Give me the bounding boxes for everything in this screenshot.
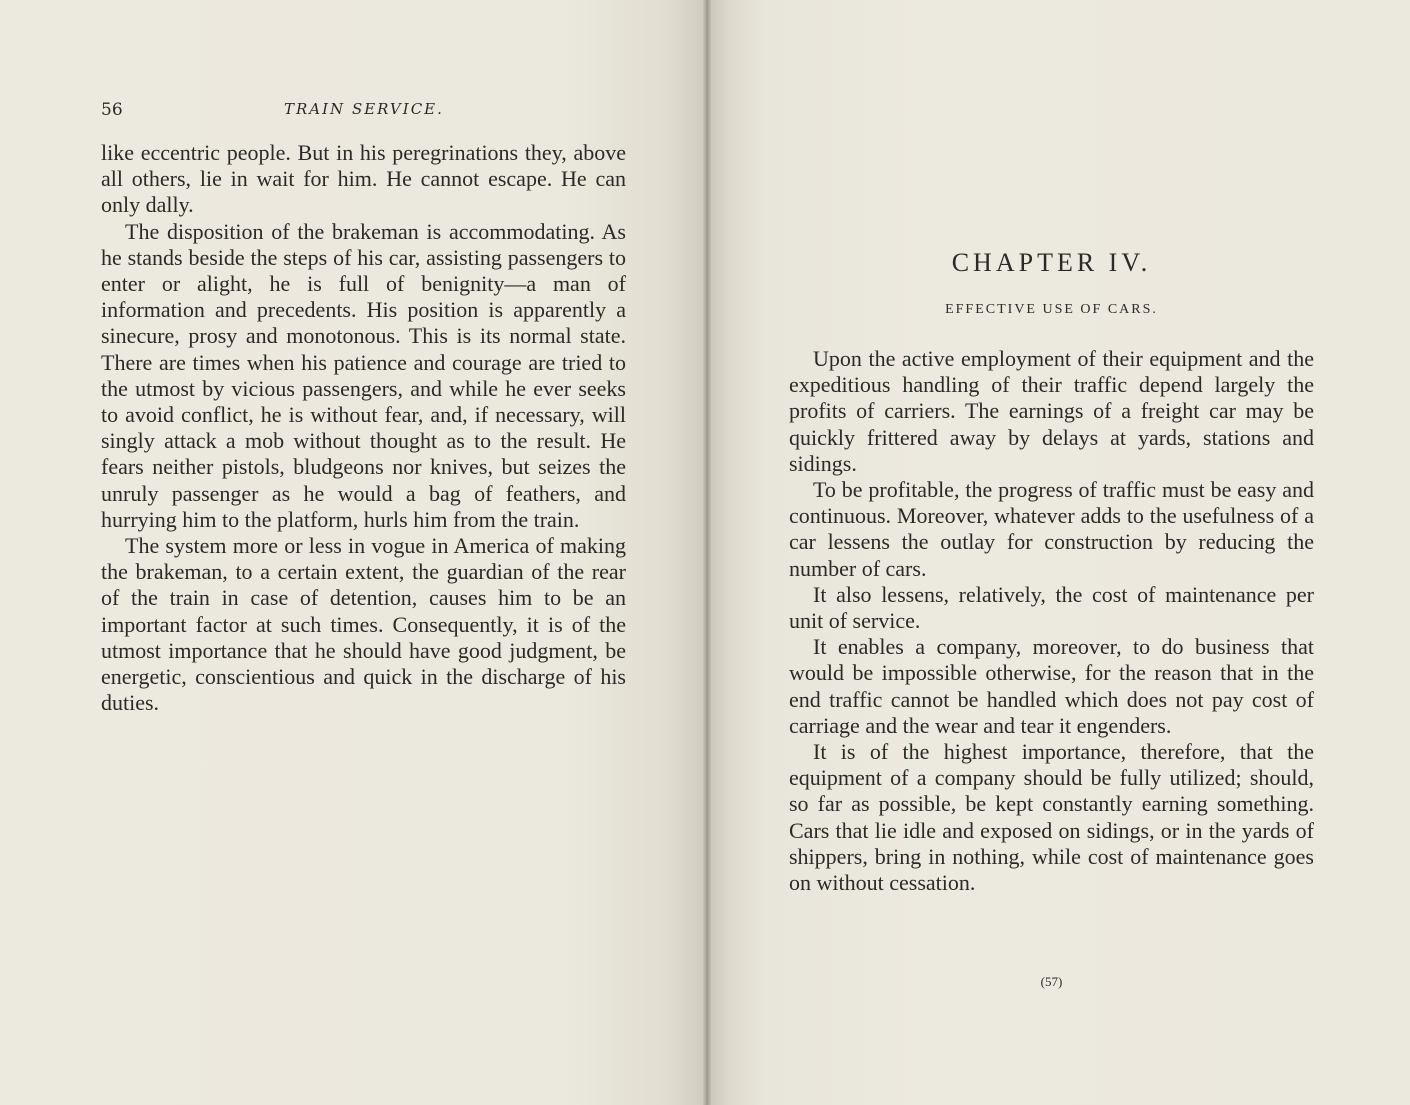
paragraph: It is of the highest importance, therefore, that the equipment of a company should be fully utilized; should, so far as possible, be kept constantly earning something. Cars that lie idle and exposed on sidings, or in the yards of shippers, bring in nothing, while cost of maintenance goes on without cessation. [789,739,1314,896]
paragraph: It enables a company, moreover, to do business that would be impossible otherwise, for the reason that in the end traffic cannot be handled which does not pay cost of carriage and the wear and tear it engenders. [789,634,1314,738]
running-head [101,100,626,122]
chapter-subtitle: EFFECTIVE USE OF CARS. [945,302,1158,317]
paragraph: Upon the active employment of their equipment and the expeditious handling of their traffic depend largely the profits of carriers. The earnings of a freight car may be quickly frittered away by delays at yards, stations and sidings. [789,346,1314,476]
right-body-text [789,346,1314,896]
paragraph: The system more or less in vogue in America of making the brakeman, to a certain extent, the guardian of the rear of the train in case of detention, causes him to be an important factor at such times. Consequently, it is of the utmost importance that he should have good judgment, be energetic, conscientious and quick in the discharge of his duties. [101,533,626,716]
running-title: TRAIN SERVICE. [284,100,444,118]
folio-page-number: (57) [1040,974,1063,989]
paragraph: The disposition of the brakeman is accommodating. As he stands beside the steps of his car, assisting passengers to enter or alight, he is full of benignity—a man of information and precedents. His position is apparently a sinecure, prosy and monotonous. This is its normal state. There are times when his patience and courage are tried to the utmost by vicious passengers, and while he ever seeks to avoid conflict, he is without fear, and, if necessary, will singly attack a mob without thought as to the result. He fears neither pistols, bludgeons nor knives, but seizes the unruly passenger as he would a bag of feathers, and hurrying him to the platform, hurls him from the train. [101,218,626,532]
paragraph: To be profitable, the progress of traffic must be easy and continuous. Moreover, whatever adds to the usefulness of a car lessens the outlay for construction by reducing the number of cars. [789,477,1314,581]
paragraph: like eccentric people. But in his peregrinations they, above all others, lie in wait for him. He cannot escape. He can only dally. [101,140,626,218]
chapter-heading: CHAPTER IV. [951,248,1152,277]
page-number: 56 [101,100,123,120]
paragraph: It also lessens, relatively, the cost of maintenance per unit of service. [789,581,1314,634]
left-body-text [101,140,626,716]
book-gutter [703,0,711,1105]
right-page [707,0,1410,1105]
